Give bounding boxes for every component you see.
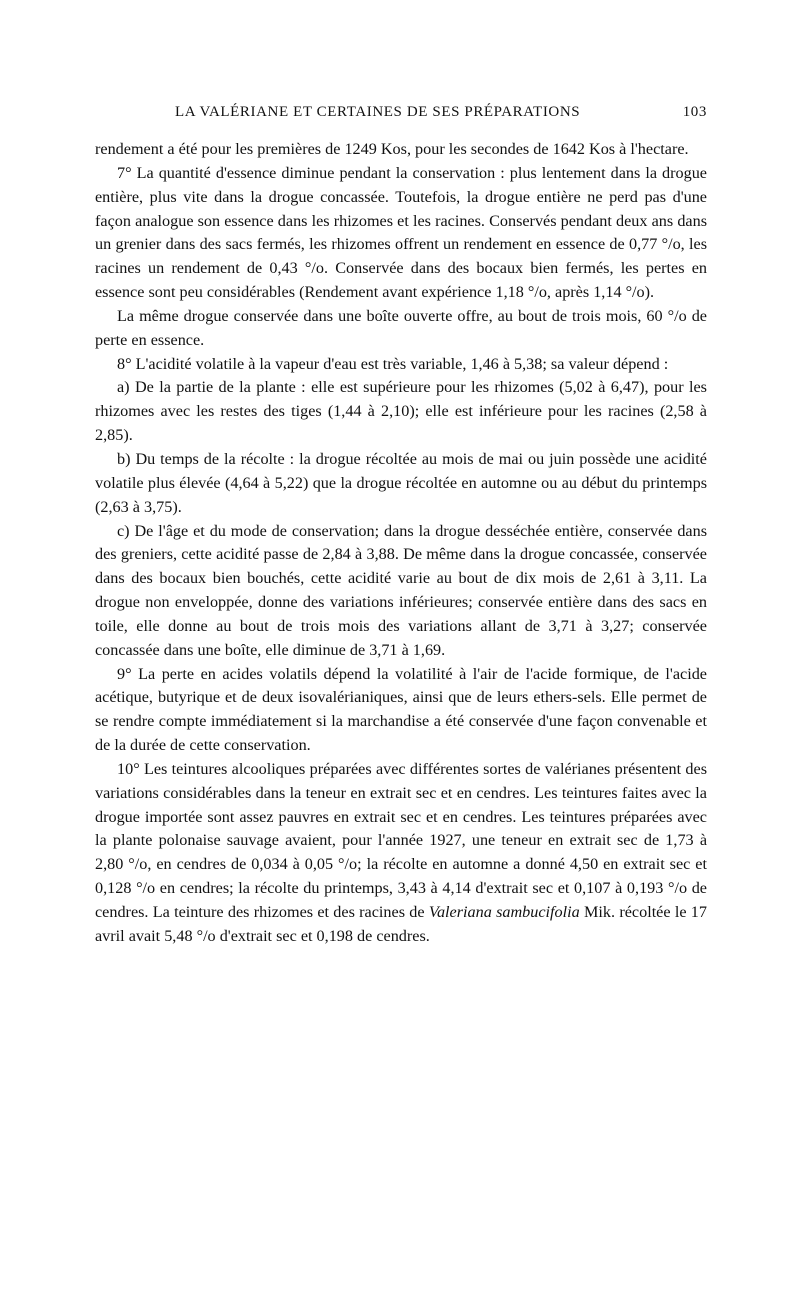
paragraph-point-7: 7° La quantité d'essence diminue pendant la conservation : plus lentement dans la drogue entière, plus vite dans la drogue concassée. Toutefois, la drogue entière ne perd pas d'une façon analogue son essence dans les rhizomes et les racines. Conservés pendant deux ans dans un grenier dans des sacs fermés, les rhizomes offrent un rendement en essence de 0,77 °/o, les racines un rendement de 0,43 °/o. Conservée dans des bocaux bien fermés, les pertes en essence sont peu considérables (Rendement avant expérience 1,18 °/o, après 1,14 °/o). (95, 163, 707, 302)
page-number: 103 (682, 104, 707, 120)
paragraph-point-8a: a) De la partie de la plante : elle est supérieure pour les rhizomes (5,02 à 6,47), pour les rhizomes avec les restes des tiges (1,44 à 2,10); elle est inférieure pour les racines (2,58 à 2,85). (95, 378, 707, 445)
body-text (95, 138, 707, 949)
running-title: LA VALÉRIANE ET CERTAINES DE SES PRÉPARATIONS (175, 104, 581, 120)
paragraph-point-10: 10° Les teintures alcooliques préparées avec différentes sortes de valérianes présentent des variations considérables dans la teneur en extrait sec et en cendres. Les teintures faites avec la drogue importée sont assez pauvres en extrait sec et en cendres. Les teintures préparées avec la plante polonaise sauvage avaient, pour l'année 1927, une teneur en extrait sec de 1,73 à 2,80 °/o, en cendres de 0,034 à 0,05 °/o; la récolte en automne a donné 4,50 en extrait sec et 0,128 °/o en cendres; la récolte du printemps, 3,43 à 4,14 d'extrait sec et 0,107 à 0,193 °/o de cendres. La teinture des rhizomes et des racines de Valeriana sambucifolia Mik. récoltée le 17 avril avait 5,48 °/o d'extrait sec et 0,198 de cendres. (95, 759, 707, 945)
paragraph-box-storage: La même drogue conservée dans une boîte ouverte offre, au bout de trois mois, 60 °/o de perte en essence. (95, 306, 707, 349)
paragraph-point-9: 9° La perte en acides volatils dépend la volatilité à l'air de l'acide formique, de l'acide acétique, butyrique et de deux isovalérianiques, ainsi que de leurs ethers-sels. Elle permet de se rendre compte immédiatement si la marchandise a été conservée d'une façon convenable et de la durée de cette conservation. (95, 664, 707, 755)
paragraph-point-8c: c) De l'âge et du mode de conservation; dans la drogue desséchée entière, conservée dans des greniers, cette acidité passe de 2,84 à 3,88. De même dans la drogue concassée, conservée dans des bocaux bien bouchés, cette acidité varie au bout de dix mois de 2,61 à 3,11. La drogue non enveloppée, donne des variations inférieures; conservée entière dans des sacs en toile, elle donne au bout de trois mois des variations allant de 3,71 à 3,27; conservée concassée dans une boîte, elle diminue de 3,71 à 1,69. (95, 521, 707, 659)
paragraph-point-8b: b) Du temps de la récolte : la drogue récoltée au mois de mai ou juin possède une acidité volatile plus élevée (4,64 à 5,22) que la drogue récoltée en automne ou au début du printemps (2,63 à 3,75). (95, 449, 707, 516)
paragraph-point-8: 8° L'acidité volatile à la vapeur d'eau est très variable, 1,46 à 5,38; sa valeur dépend : (117, 354, 669, 373)
paragraph-continuation: rendement a été pour les premières de 1249 Kos, pour les secondes de 1642 Kos à l'hectare. (95, 140, 689, 158)
